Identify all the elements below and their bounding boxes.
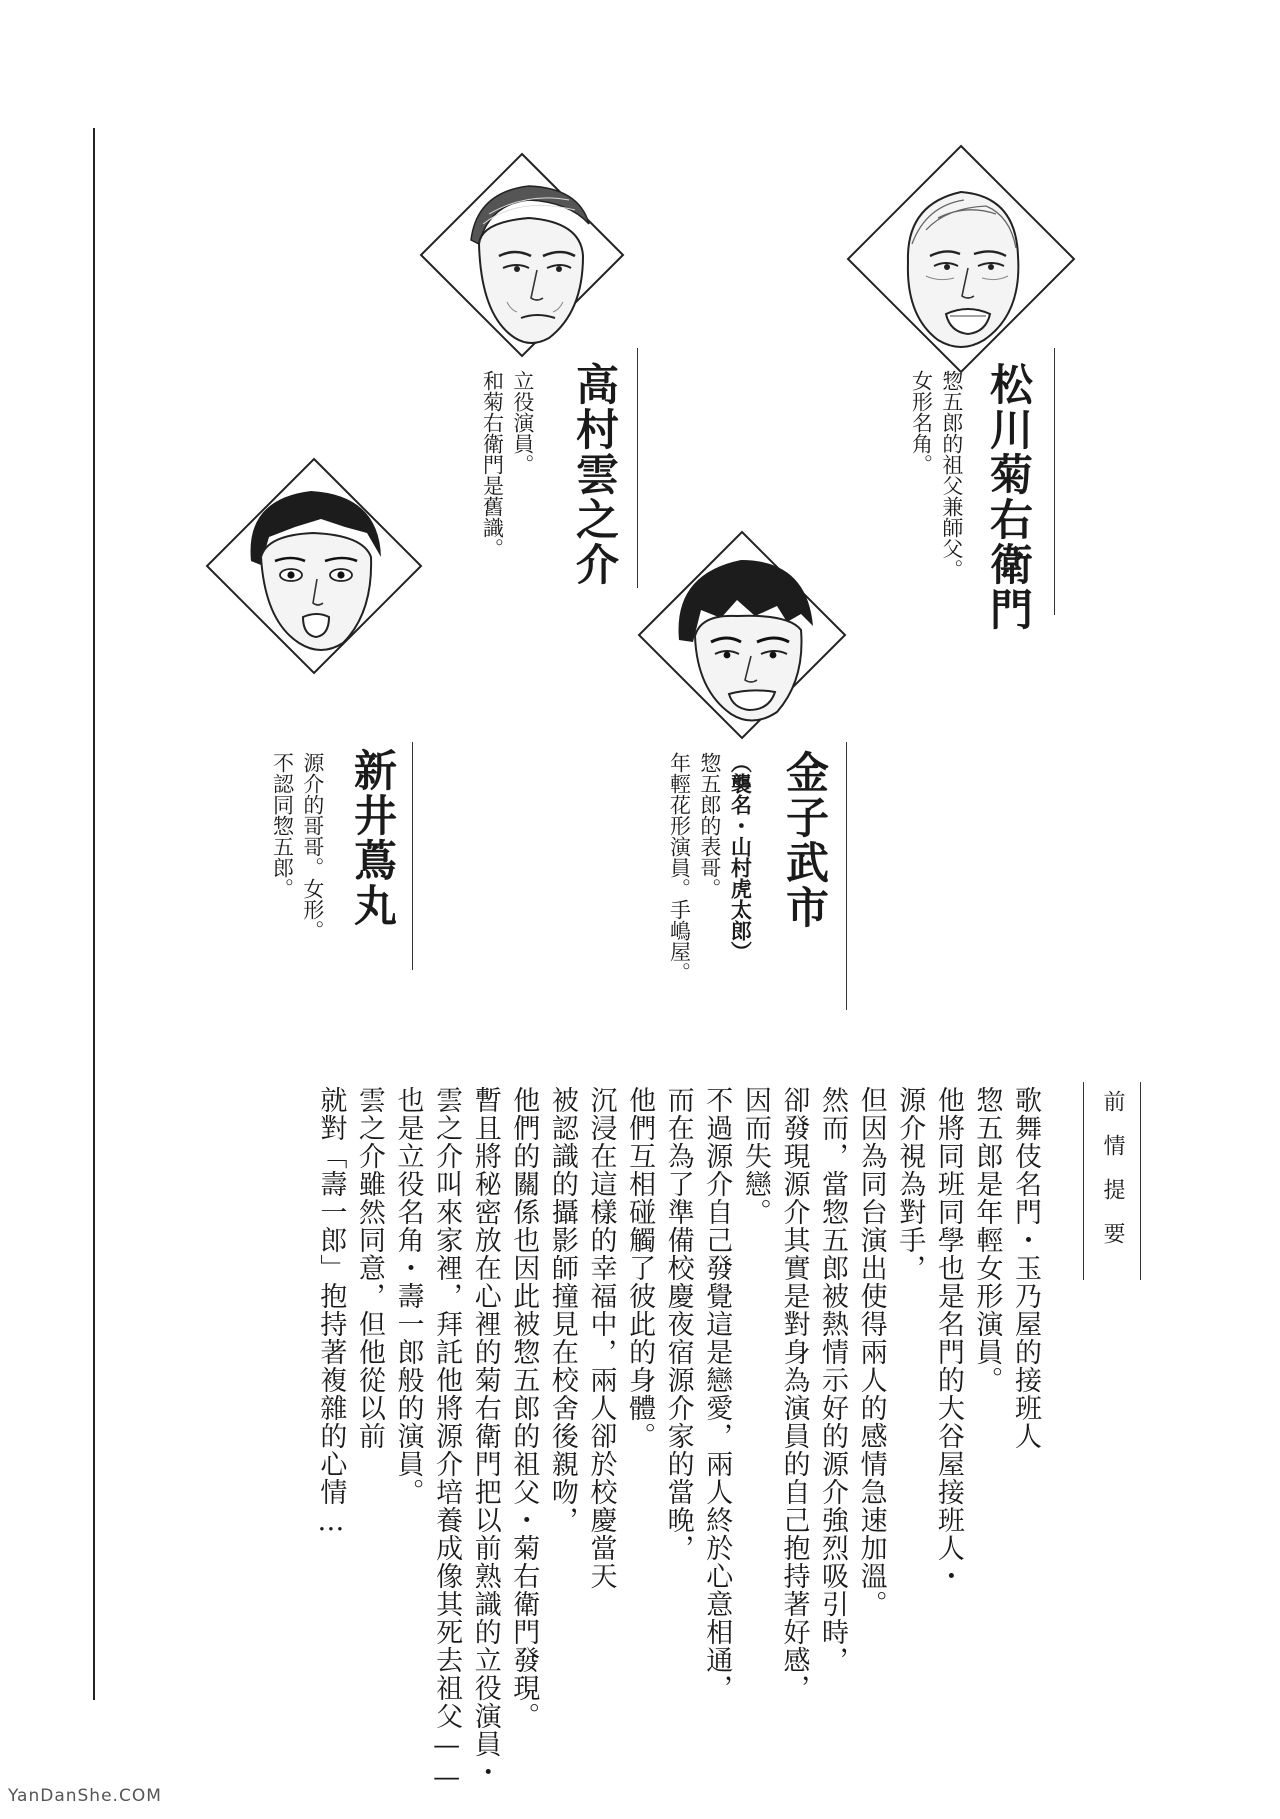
summary-line: 因而失戀。 [739,1086,771,1226]
summary-line: 他們互相碰觸了彼此的身體。 [624,1086,656,1450]
portrait-arai-tsutamaru [205,457,423,675]
summary-line: 然而，當惣五郎被熱情示好的源介強烈吸引時， [817,1086,849,1674]
character-name-arai: 新井蔦丸 [347,748,397,928]
summary-line: 惣五郎是年輕女形演員。 [971,1086,1003,1394]
watermark: YanDanShe.COM [8,1786,162,1806]
portrait-matsukawa-kikuemon [846,144,1076,374]
summary-title-rule-right [1140,1082,1141,1280]
summary-line: 沉浸在這樣的幸福中，兩人卻於校慶當天 [585,1086,617,1590]
summary-title: 前情提要 [1100,1090,1125,1266]
summary-body [156,1086,1044,1794]
summary-line: 但因為同台演出使得兩人的感情急速加溫。 [855,1086,887,1618]
summary-line: 就對「壽一郎」抱持著複雜的心情… [315,1086,347,1538]
divider-takamura [637,348,638,588]
summary-line: 卻發現源介其實是對身為演員的自己抱持著好感， [778,1086,810,1702]
character-name-takamura: 高村雲之介 [569,362,619,587]
summary-line: 他們的關係也因此被惣五郎的祖父・菊右衛門發現。 [508,1086,540,1730]
character-desc-line: （襲名・山村虎太郎） [728,752,754,962]
character-desc-takamura [477,370,538,559]
character-desc-line: 女形名角。 [909,370,934,475]
character-desc-line: 立役演員。 [510,370,535,475]
character-desc-line: 惣五郎的祖父兼師父。 [939,370,964,580]
character-name-kaneko: 金子武市 [779,750,829,930]
divider-arai [412,742,413,970]
character-desc-line: 年輕花形演員。手嶋屋。 [667,752,692,983]
summary-line: 暫且將秘密放在心裡的菊右衛門把以前熟識的立役演員・ [469,1086,501,1786]
summary-title-rule-left [1083,1082,1084,1280]
character-desc-arai [267,752,328,941]
character-desc-line: 惣五郎的表哥。 [697,752,722,899]
character-name-matsukawa: 松川菊右衛門 [983,362,1033,632]
portrait-kaneko-takeichi [637,530,847,740]
summary-line: 源介視為對手， [894,1086,926,1282]
summary-line: 被認識的攝影師撞見在校舍後親吻， [546,1086,578,1534]
character-desc-kaneko [664,752,755,983]
character-desc-line: 源介的哥哥。女形。 [300,752,325,941]
summary-line: 他將同班同學也是名門的大谷屋接班人・ [932,1086,964,1590]
summary-line: 雲之介雖然同意，但他從以前 [353,1086,385,1450]
summary-line: 也是立役名角・壽一郎般的演員。 [392,1086,424,1506]
portrait-takamura-unosuke [419,152,625,358]
character-desc-matsukawa [906,370,967,580]
summary-line: 雲之介叫來家裡，拜託他將源介培養成像其死去祖父—— [431,1086,463,1794]
left-margin-rule [93,128,95,1700]
divider-matsukawa [1054,348,1055,615]
summary-line: 不過源介自己發覺這是戀愛，兩人終於心意相通， [701,1086,733,1702]
divider-kaneko [846,742,847,1010]
character-desc-line: 不認同惣五郎。 [270,752,295,899]
summary-line: 而在為了準備校慶夜宿源介家的當晚， [662,1086,694,1562]
summary-line: 歌舞伎名門・玉乃屋的接班人 [1010,1086,1041,1450]
character-desc-line: 和菊右衛門是舊識。 [480,370,505,559]
